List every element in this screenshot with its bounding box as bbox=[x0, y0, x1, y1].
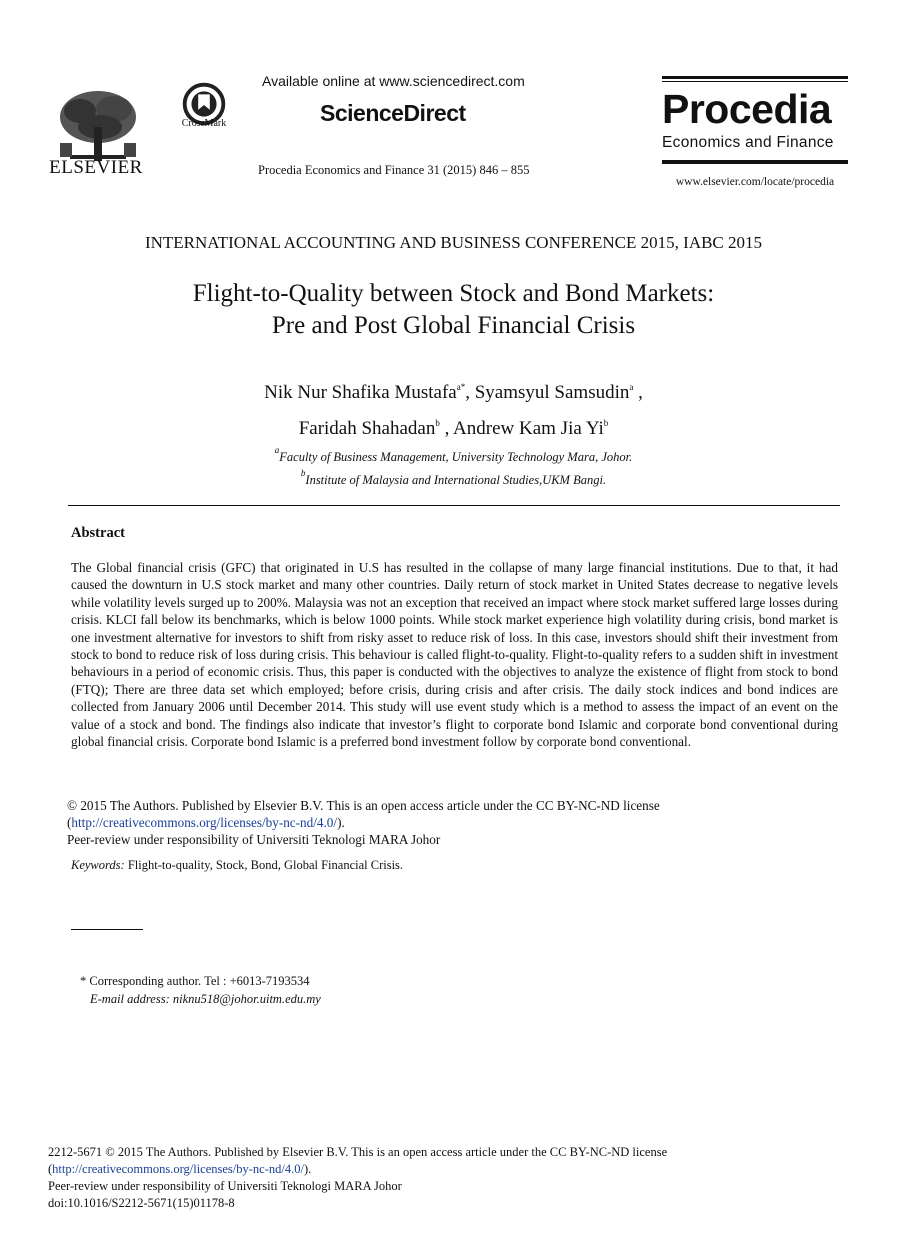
author-name: Nik Nur Shafika Mustafa bbox=[264, 382, 457, 403]
conference-name: INTERNATIONAL ACCOUNTING AND BUSINESS CONFERENCE 2015, IABC 2015 bbox=[144, 233, 763, 252]
footer-doi[interactable]: doi:10.1016/S2212-5671(15)01178-8 bbox=[48, 1196, 235, 1210]
author-name: Faridah Shahadan bbox=[298, 418, 436, 439]
keywords-label: Keywords: bbox=[71, 858, 125, 872]
author-affil-marker: a bbox=[629, 382, 634, 392]
journal-reference: Procedia Economics and Finance 31 (2015) 846 – 855 bbox=[258, 163, 530, 177]
footer-peer-review: Peer-review under responsibility of Universiti Teknologi MARA Johor bbox=[48, 1179, 402, 1193]
procedia-masthead bbox=[662, 76, 848, 164]
title-line-1: Flight-to-Quality between Stock and Bond Markets: bbox=[192, 280, 715, 307]
masthead-rule bbox=[662, 76, 848, 79]
masthead-rule bbox=[662, 161, 848, 164]
email-label: E-mail address: bbox=[90, 992, 170, 1006]
footnote-rule bbox=[71, 929, 143, 930]
author-affil-marker: b bbox=[435, 418, 440, 428]
author-affil-marker: b bbox=[603, 418, 609, 428]
section-divider bbox=[68, 505, 840, 506]
author-affil-marker: a* bbox=[456, 382, 466, 392]
author-line-2 bbox=[0, 408, 907, 444]
procedia-subtitle: Economics and Finance bbox=[662, 134, 834, 151]
author-separator: , bbox=[633, 382, 643, 403]
sciencedirect-brand[interactable]: ScienceDirect bbox=[320, 100, 466, 126]
elsevier-wordmark: ELSEVIER bbox=[49, 157, 143, 178]
affil-marker: a bbox=[274, 445, 280, 455]
footer-license-line: 2212-5671 © 2015 The Authors. Published by Elsevier B.V. This is an open access article under the CC BY-NC-ND license bbox=[48, 1145, 668, 1159]
license-block bbox=[67, 797, 847, 848]
keywords-text: Flight-to-quality, Stock, Bond, Global Financial Crisis. bbox=[124, 858, 404, 872]
masthead-rule bbox=[662, 81, 848, 82]
abstract-body: The Global financial crisis (GFC) that originated in U.S has resulted in the collapse of many large financial institutions. Due to that, it had caused the downturn in U.S stock market and many other countries. Daily return of stock market in United States decrease to negative levels while volatility levels surged up to 200%. Malaysia was not an exception that received an impact where stock market suffered large losses during crisis. KLCI fall below its benchmarks, which is below 1000 points. While stock market experience high volatility during crisis, bond market is one investment alternative for investors to shift from risky asset to reduce risk of loss. In this case, investors should shift their investment from stock to bond to reduce risk of loss during crisis. This behaviour is called flight-to-quality. Flight-to-quality refers to a sudden shift in investment behaviours in a period of economic crisis. Thus, this paper is conducted with the objectives to analyze the existence of flight from stock to bond (FTQ); There are three data set which employed; before crisis, during crisis and after crisis. The daily stock indices and bond indices are collected from January 2006 until December 2014. This study will use event study which is a method to assess the impact of an event on the value of a stock and bond. The findings also indicate that investor’s flight to corporate bond Islamic and corporate bond conventional during global financial crisis. Corporate bond Islamic is a preferred bond investment follow by corporate bond conventional. bbox=[71, 560, 838, 750]
email-address[interactable]: niknu518@johor.uitm.edu.my bbox=[169, 992, 321, 1006]
license-url-link[interactable]: http://creativecommons.org/licenses/by-nc-nd/4.0/ bbox=[71, 815, 338, 830]
license-line: © 2015 The Authors. Published by Elsevier B.V. This is an open access article under the CC BY-NC-ND license bbox=[67, 798, 660, 813]
title-line-2: Pre and Post Global Financial Crisis bbox=[271, 312, 636, 339]
footer-license-url-link[interactable]: http://creativecommons.org/licenses/by-nc-nd/4.0/ bbox=[52, 1162, 304, 1176]
corresponding-author-line: * Corresponding author. Tel : +6013-7193534 bbox=[80, 974, 310, 988]
crossmark-label: CrossMark bbox=[181, 118, 227, 129]
abstract-heading: Abstract bbox=[71, 525, 125, 541]
affiliation-b: $^b$Institute of Malaysia and International Studies,UKM Bangi. bbox=[300, 468, 607, 487]
paper-title bbox=[0, 278, 907, 342]
footer-url-line: (http://creativecommons.org/licenses/by-nc-nd/4.0/). bbox=[48, 1162, 312, 1176]
page-footer bbox=[48, 1144, 667, 1212]
peer-review-line: Peer-review under responsibility of Universiti Teknologi MARA Johor bbox=[67, 832, 441, 847]
license-url-line: (http://creativecommons.org/licenses/by-nc-nd/4.0/). bbox=[67, 815, 345, 830]
author-name: Syamsyul Samsudin bbox=[474, 382, 630, 403]
author-separator: , bbox=[465, 382, 475, 403]
email-line bbox=[80, 990, 321, 1008]
affiliation-a: $^a$Faculty of Business Management, University Technology Mara, Johor. bbox=[274, 445, 633, 464]
author-name: Andrew Kam Jia Yi bbox=[453, 418, 604, 439]
author-list bbox=[0, 372, 907, 444]
procedia-title: Procedia bbox=[662, 86, 832, 132]
affil-marker: b bbox=[300, 468, 306, 478]
procedia-url-link[interactable]: www.elsevier.com/locate/procedia bbox=[675, 176, 835, 188]
author-separator: , bbox=[439, 418, 454, 439]
affiliations bbox=[0, 442, 907, 488]
author-line-1 bbox=[0, 372, 907, 408]
corresponding-author bbox=[80, 972, 321, 1008]
keywords bbox=[71, 858, 403, 873]
available-online-text: Available online at www.sciencedirect.com bbox=[262, 73, 525, 89]
